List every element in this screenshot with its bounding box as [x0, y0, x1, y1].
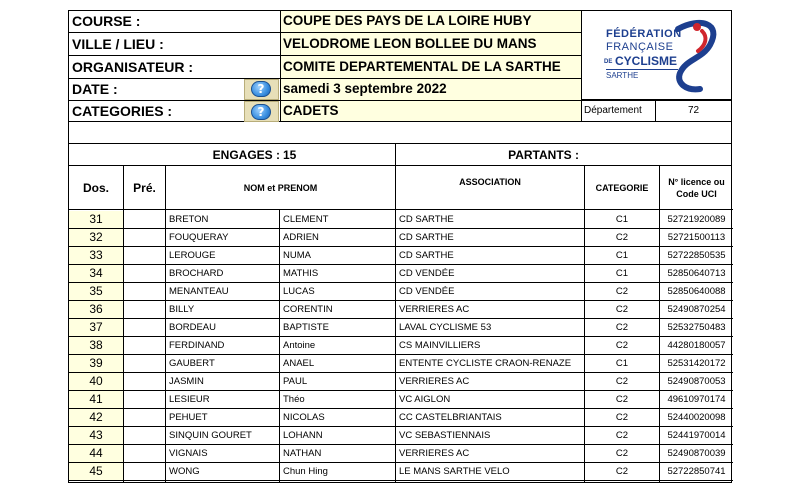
categories-value: CADETS — [283, 103, 339, 118]
partants-value — [583, 146, 623, 164]
licence-cell: 52490870053 — [660, 373, 733, 391]
col-association: ASSOCIATION — [396, 166, 584, 210]
categorie-cell: C2 — [585, 301, 659, 319]
dos-cell: 44 — [69, 445, 123, 463]
licence-cell: 52722850741 — [660, 463, 733, 481]
categories-help-icon[interactable]: ? — [251, 104, 271, 120]
categorie-cell: C1 — [585, 355, 659, 373]
table-row — [69, 319, 733, 337]
dos-cell: 32 — [69, 229, 123, 247]
pre-cell — [124, 319, 165, 337]
dos-cell: 37 — [69, 319, 123, 337]
prenom-cell: BAPTISTE — [280, 319, 395, 337]
dos-cell: 38 — [69, 337, 123, 355]
association-cell: LE MANS SARTHE VELO — [396, 463, 584, 481]
licence-cell: 44280180057 — [660, 337, 733, 355]
nom-cell: PEHUET — [166, 409, 279, 427]
categorie-cell: C2 — [585, 337, 659, 355]
pre-cell — [124, 301, 165, 319]
nom-cell: BORDEAU — [166, 319, 279, 337]
association-cell: CS MAINVILLIERS — [396, 337, 584, 355]
categorie-cell: C2 — [585, 373, 659, 391]
nom-cell: SINQUIN GOURET — [166, 427, 279, 445]
association-cell: CD SARTHE — [396, 211, 584, 229]
entries-table — [68, 166, 732, 483]
licence-cell: 52490870039 — [660, 445, 733, 463]
pre-cell — [124, 265, 165, 283]
nom-cell: FOUQUERAY — [166, 229, 279, 247]
licence-cell: 52532750483 — [660, 319, 733, 337]
date-label: DATE : — [72, 81, 118, 97]
dos-cell: 33 — [69, 247, 123, 265]
pre-cell — [124, 409, 165, 427]
ffc-logo — [582, 10, 732, 100]
pre-cell — [124, 229, 165, 247]
dos-cell: 45 — [69, 463, 123, 481]
col-licence — [660, 166, 733, 210]
categorie-cell: C2 — [585, 391, 659, 409]
licence-cell: 52722850535 — [660, 247, 733, 265]
categorie-cell: C2 — [585, 229, 659, 247]
prenom-cell: NATHAN — [280, 445, 395, 463]
association-cell: ENTENTE CYCLISTE CRAON-RENAZE — [396, 355, 584, 373]
pre-cell — [124, 427, 165, 445]
table-row — [69, 229, 733, 247]
prenom-cell: ANAEL — [280, 355, 395, 373]
table-row — [69, 427, 733, 445]
logo-prefix: DE — [604, 59, 613, 65]
dos-cell: 34 — [69, 265, 123, 283]
categorie-cell: C2 — [585, 319, 659, 337]
pre-cell — [124, 445, 165, 463]
organisateur-label: ORGANISATEUR : — [72, 59, 194, 75]
categories-label: CATEGORIES : — [72, 103, 173, 119]
prenom-cell: Théo — [280, 391, 395, 409]
pre-cell — [124, 337, 165, 355]
prenom-cell: CORENTIN — [280, 301, 395, 319]
pre-cell — [124, 355, 165, 373]
association-cell: CC CASTELBRIANTAIS — [396, 409, 584, 427]
licence-cell: 52440020098 — [660, 409, 733, 427]
prenom-cell: NICOLAS — [280, 409, 395, 427]
table-body — [69, 211, 733, 483]
pre-cell — [124, 247, 165, 265]
prenom-cell: LOHANN — [280, 427, 395, 445]
association-cell: VERRIERES AC — [396, 301, 584, 319]
association-cell: CD VENDÉE — [396, 265, 584, 283]
categorie-cell: C2 — [585, 445, 659, 463]
categorie-cell: C2 — [585, 463, 659, 481]
nom-cell: BILLY — [166, 301, 279, 319]
departement-box — [582, 100, 732, 122]
logo-line-francaise: FRANÇAISE — [606, 41, 674, 53]
engages-label: ENGAGES : — [212, 148, 280, 162]
licence-cell: 52531420172 — [660, 355, 733, 373]
col-licence-line2: Code UCI — [676, 189, 717, 199]
association-cell: VC SEBASTIENNAIS — [396, 427, 584, 445]
dos-cell: 43 — [69, 427, 123, 445]
table-row — [69, 463, 733, 481]
licence-cell: 49610970174 — [660, 391, 733, 409]
dos-cell: 39 — [69, 355, 123, 373]
dos-cell: 36 — [69, 301, 123, 319]
prenom-cell: LUCAS — [280, 283, 395, 301]
engages-value: 15 — [283, 148, 297, 162]
logo-line-cyclisme: CYCLISME — [615, 54, 678, 68]
licence-cell: 52441970014 — [660, 427, 733, 445]
table-row — [69, 355, 733, 373]
nom-cell: VIGNAIS — [166, 445, 279, 463]
association-cell: CD SARTHE — [396, 229, 584, 247]
prenom-cell: ADRIEN — [280, 229, 395, 247]
logo-line-sarthe: SARTHE — [606, 71, 639, 80]
licence-cell: 52490870254 — [660, 301, 733, 319]
prenom-cell: NUMA — [280, 247, 395, 265]
header-block — [68, 10, 582, 122]
summary-row — [68, 144, 732, 166]
pre-cell — [124, 373, 165, 391]
categorie-cell: C1 — [585, 247, 659, 265]
spacer-row — [68, 122, 732, 144]
partants-label: PARTANTS : — [508, 148, 579, 162]
col-pre: Pré. — [124, 166, 165, 210]
licence-cell: 52850640088 — [660, 283, 733, 301]
dos-cell: 31 — [69, 211, 123, 229]
ville-label: VILLE / LIEU : — [72, 36, 164, 52]
nom-cell: LEROUGE — [166, 247, 279, 265]
prenom-cell: MATHIS — [280, 265, 395, 283]
nom-cell: WONG — [166, 463, 279, 481]
col-dos: Dos. — [69, 166, 123, 210]
nom-cell: BRETON — [166, 211, 279, 229]
nom-cell: MENANTEAU — [166, 283, 279, 301]
association-cell: CD SARTHE — [396, 247, 584, 265]
nom-cell: JASMIN — [166, 373, 279, 391]
organisateur-value: COMITE DEPARTEMENTAL DE LA SARTHE — [283, 59, 561, 74]
table-row — [69, 211, 733, 229]
pre-cell — [124, 211, 165, 229]
logo-line-federation: FÉDÉRATION — [606, 28, 682, 40]
pre-cell — [124, 283, 165, 301]
nom-cell: FERDINAND — [166, 337, 279, 355]
table-row — [69, 301, 733, 319]
categorie-cell: C2 — [585, 427, 659, 445]
categorie-cell: C2 — [585, 283, 659, 301]
course-value: COUPE DES PAYS DE LA LOIRE HUBY — [283, 13, 532, 28]
ville-value: VELODROME LEON BOLLEE DU MANS — [283, 36, 537, 51]
nom-cell: GAUBERT — [166, 355, 279, 373]
association-cell: VERRIERES AC — [396, 445, 584, 463]
prenom-cell: Chun Hing — [280, 463, 395, 481]
pre-cell — [124, 391, 165, 409]
table-row — [69, 283, 733, 301]
date-value: samedi 3 septembre 2022 — [283, 81, 447, 96]
date-help-icon[interactable]: ? — [251, 81, 271, 97]
nom-cell: BROCHARD — [166, 265, 279, 283]
dos-cell: 42 — [69, 409, 123, 427]
prenom-cell: CLEMENT — [280, 211, 395, 229]
col-licence-line1: N° licence ou — [668, 177, 725, 187]
departement-label: Département — [582, 101, 656, 121]
course-label: COURSE : — [72, 13, 141, 29]
logo-underline — [606, 69, 678, 70]
dos-cell: 40 — [69, 373, 123, 391]
table-row — [69, 373, 733, 391]
association-cell: LAVAL CYCLISME 53 — [396, 319, 584, 337]
licence-cell: 52721920089 — [660, 211, 733, 229]
departement-value: 72 — [687, 105, 700, 116]
association-cell: CD VENDÉE — [396, 283, 584, 301]
categorie-cell: C1 — [585, 265, 659, 283]
col-nom-prenom: NOM et PRENOM — [166, 166, 395, 210]
pre-cell — [124, 463, 165, 481]
table-row — [69, 391, 733, 409]
dos-cell: 35 — [69, 283, 123, 301]
prenom-cell: PAUL — [280, 373, 395, 391]
table-row — [69, 445, 733, 463]
categorie-cell: C1 — [585, 211, 659, 229]
prenom-cell: Antoine — [280, 337, 395, 355]
categorie-cell: C2 — [585, 409, 659, 427]
licence-cell: 52721500113 — [660, 229, 733, 247]
table-row — [69, 337, 733, 355]
nom-cell: LESIEUR — [166, 391, 279, 409]
col-categorie: CATEGORIE — [585, 166, 659, 210]
table-row — [69, 247, 733, 265]
licence-cell: 52850640713 — [660, 265, 733, 283]
dos-cell: 41 — [69, 391, 123, 409]
table-row — [69, 265, 733, 283]
association-cell: VERRIERES AC — [396, 373, 584, 391]
table-row — [69, 409, 733, 427]
association-cell: VC AIGLON — [396, 391, 584, 409]
